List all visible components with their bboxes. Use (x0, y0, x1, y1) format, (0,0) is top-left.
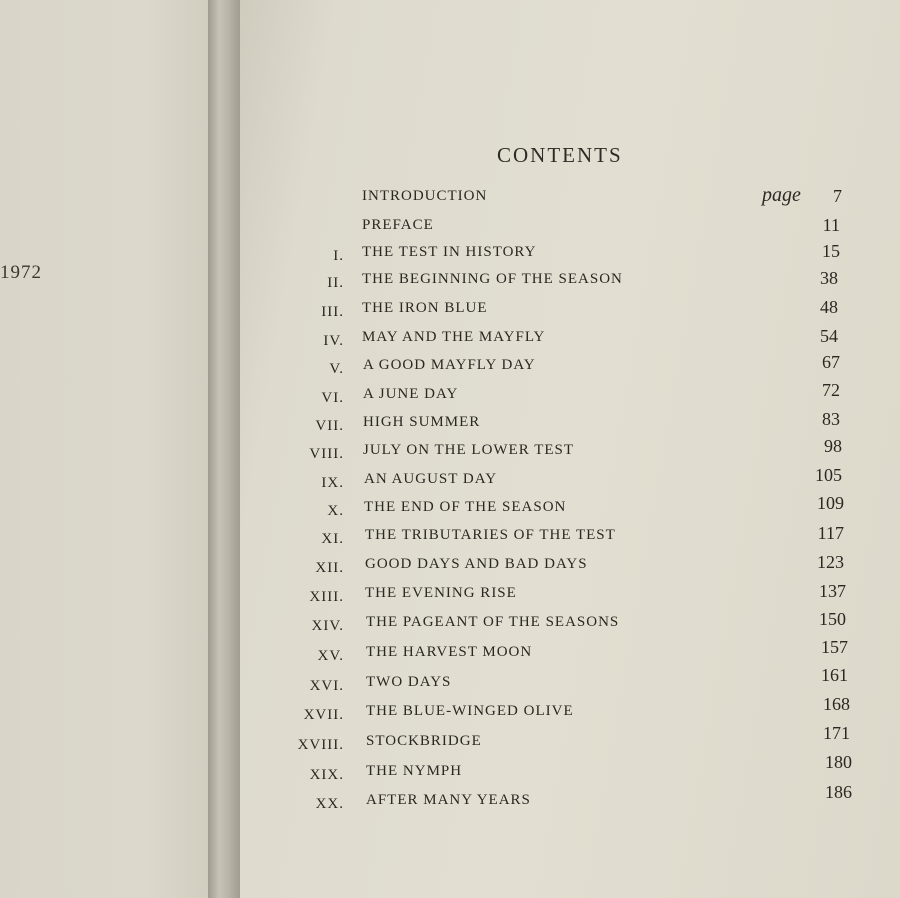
chapter-title: THE TEST IN HISTORY (362, 244, 537, 260)
chapter-title: AN AUGUST DAY (364, 471, 498, 487)
chapter-title: THE EVENING RISE (365, 585, 517, 601)
contents-heading: CONTENTS (497, 143, 623, 167)
page-number: 161 (821, 665, 848, 685)
page-number: 72 (822, 380, 840, 400)
chapter-number: V. (329, 361, 344, 377)
chapter-number: XI. (321, 531, 344, 547)
chapter-title: TWO DAYS (366, 674, 452, 690)
page-number: 48 (820, 297, 838, 317)
page-number: 83 (822, 409, 840, 429)
chapter-number: XVIII. (297, 737, 344, 753)
chapter-title: STOCKBRIDGE (366, 733, 482, 749)
chapter-number: XVII. (303, 707, 344, 723)
page-number: 171 (823, 723, 850, 743)
chapter-title: GOOD DAYS AND BAD DAYS (365, 556, 588, 572)
chapter-number: XIV. (311, 618, 344, 634)
page-number: 123 (817, 552, 844, 572)
chapter-number: IX. (321, 475, 344, 491)
page-number: 105 (815, 465, 842, 485)
page-column-label: page (762, 184, 801, 206)
page-number: 186 (825, 782, 852, 802)
page-number: 117 (817, 523, 844, 543)
page-number: 54 (820, 326, 838, 346)
page-number: 7 (833, 186, 842, 206)
left-page-date: 1972 (0, 262, 42, 283)
chapter-number: III. (321, 304, 344, 320)
page-number: 98 (824, 436, 842, 456)
book-gutter (208, 0, 240, 898)
page-number: 15 (822, 241, 840, 261)
page-number: 38 (820, 268, 838, 288)
chapter-number: VII. (315, 418, 344, 434)
chapter-number: X. (327, 503, 344, 519)
chapter-number: VI. (321, 390, 344, 406)
chapter-title: THE PAGEANT OF THE SEASONS (366, 614, 620, 630)
chapter-title: THE END OF THE SEASON (364, 499, 567, 515)
chapter-title: A GOOD MAYFLY DAY (363, 357, 536, 373)
chapter-title: AFTER MANY YEARS (366, 792, 531, 808)
chapter-title: PREFACE (362, 217, 434, 233)
chapter-number: XV. (317, 648, 344, 664)
chapter-number: II. (327, 275, 344, 291)
chapter-number: XIII. (309, 589, 344, 605)
chapter-title: HIGH SUMMER (363, 414, 481, 430)
page-number: 150 (819, 609, 846, 629)
chapter-number: XVI. (309, 678, 344, 694)
chapter-title: INTRODUCTION (362, 188, 488, 204)
chapter-number: XX. (315, 796, 344, 812)
chapter-number: XII. (315, 560, 344, 576)
chapter-title: THE HARVEST MOON (366, 644, 533, 660)
page-number: 11 (822, 215, 840, 235)
chapter-number: I. (333, 248, 344, 264)
chapter-title: THE IRON BLUE (362, 300, 488, 316)
chapter-title: THE BLUE-WINGED OLIVE (366, 703, 574, 719)
page-number: 157 (821, 637, 848, 657)
chapter-title: MAY AND THE MAYFLY (362, 329, 546, 345)
chapter-title: THE TRIBUTARIES OF THE TEST (365, 527, 616, 543)
chapter-number: XIX. (309, 767, 344, 783)
chapter-number: VIII. (309, 446, 344, 462)
page-number: 109 (817, 493, 844, 513)
page-number: 67 (822, 352, 840, 372)
chapter-title: THE NYMPH (366, 763, 463, 779)
page-number: 137 (819, 581, 846, 601)
chapter-title: JULY ON THE LOWER TEST (363, 442, 575, 458)
page-number: 180 (825, 752, 852, 772)
left-page (0, 0, 208, 898)
chapter-title: THE BEGINNING OF THE SEASON (362, 271, 623, 287)
chapter-number: IV. (323, 333, 344, 349)
chapter-title: A JUNE DAY (363, 386, 459, 402)
page-number: 168 (823, 694, 850, 714)
